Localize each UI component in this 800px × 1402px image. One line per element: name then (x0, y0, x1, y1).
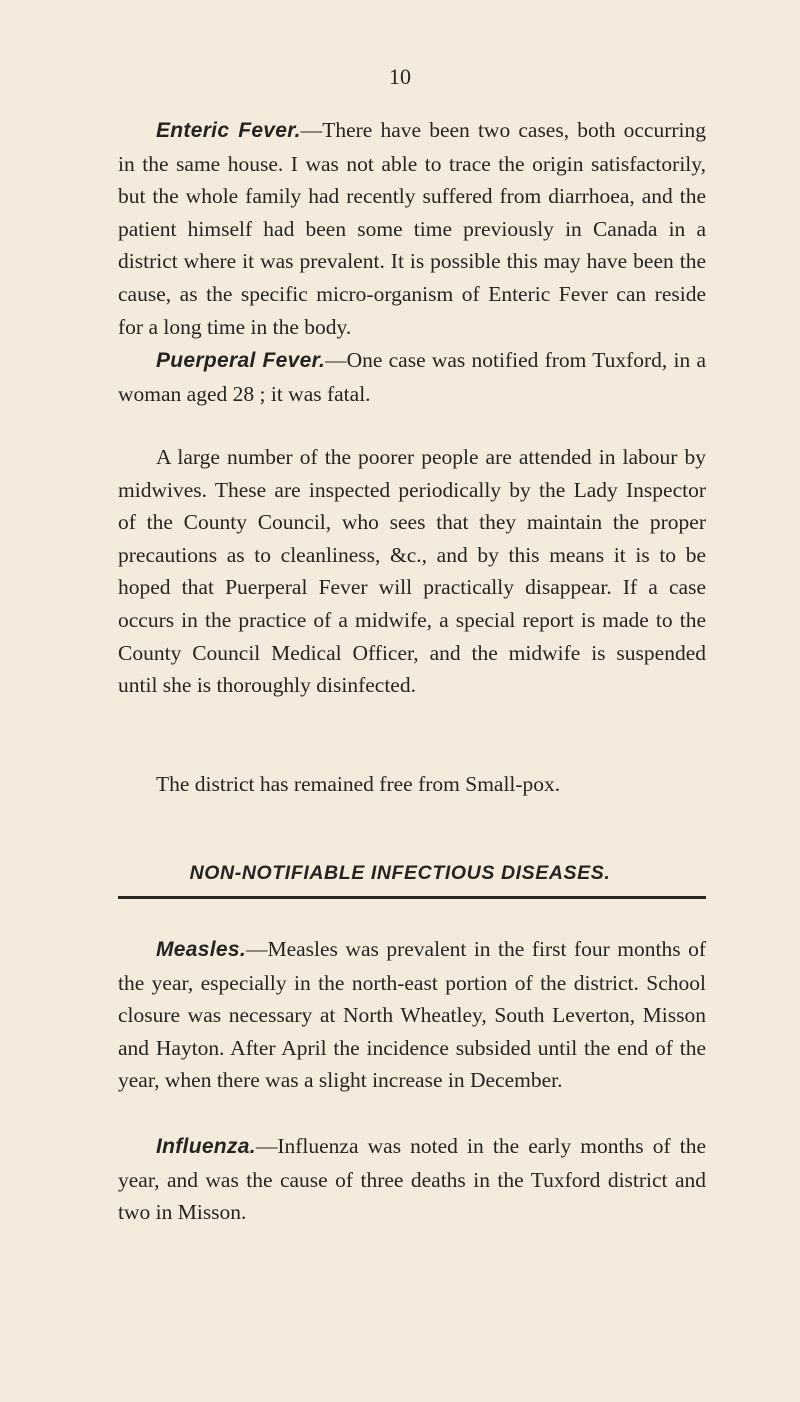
influenza-text: —Influenza was noted in the early months of the year, and was the cause of three deaths in the Tuxford district and two in Misson. (118, 1134, 706, 1225)
non-notifiable-section-title: NON-NOTIFIABLE INFECTIOUS DISEASES. (189, 862, 611, 884)
enteric-fever-heading: Enteric Fever. (156, 119, 301, 142)
measles-text: —Measles was prevalent in the first four months of the year, especially in the north-east portion of the district. School closure was necessary at North Wheatley, South Leverton, Misson and Hayton. After April the incidence subsided until the end of the year, when there was a slight increase in December. (118, 937, 706, 1093)
influenza-heading: Influenza. (156, 1135, 256, 1158)
page-number: 10 (389, 64, 411, 89)
puerperal-fever-paragraph (118, 344, 706, 410)
influenza-paragraph (118, 1130, 706, 1229)
measles-heading: Measles. (156, 938, 246, 961)
section-title-underline (118, 896, 706, 899)
smallpox-paragraph: The district has remained free from Small-pox. (156, 772, 561, 796)
enteric-fever-text: —There have been two cases, both occurring in the same house. I was not able to trace the origin satisfactorily, but the whole family had recently suffered from diarrhoea, and the patient himself had been some time previously in Canada in a district where it was prevalent. It is possible this may have been the cause, as the specific micro-organism of Enteric Fever can reside for a long time in the body. (118, 118, 706, 339)
enteric-fever-paragraph (118, 114, 706, 343)
puerperal-fever-text: —One case was notified from Tuxford, in a woman aged 28 ; it was fatal. (118, 348, 706, 406)
puerperal-fever-heading: Puerperal Fever. (156, 349, 326, 372)
midwives-paragraph: A large number of the poorer people are attended in labour by midwives. These are inspected periodically by the Lady Inspector of the County Council, who sees that they maintain the proper precautions as to cleanliness, &c., and by this means it is to be hoped that Puerperal Fever will practically disappear. If a case occurs in the practice of a midwife, a special report is made to the County Council Medical Officer, and the midwife is suspended until she is thoroughly disinfected. (118, 445, 706, 698)
measles-paragraph (118, 933, 706, 1097)
